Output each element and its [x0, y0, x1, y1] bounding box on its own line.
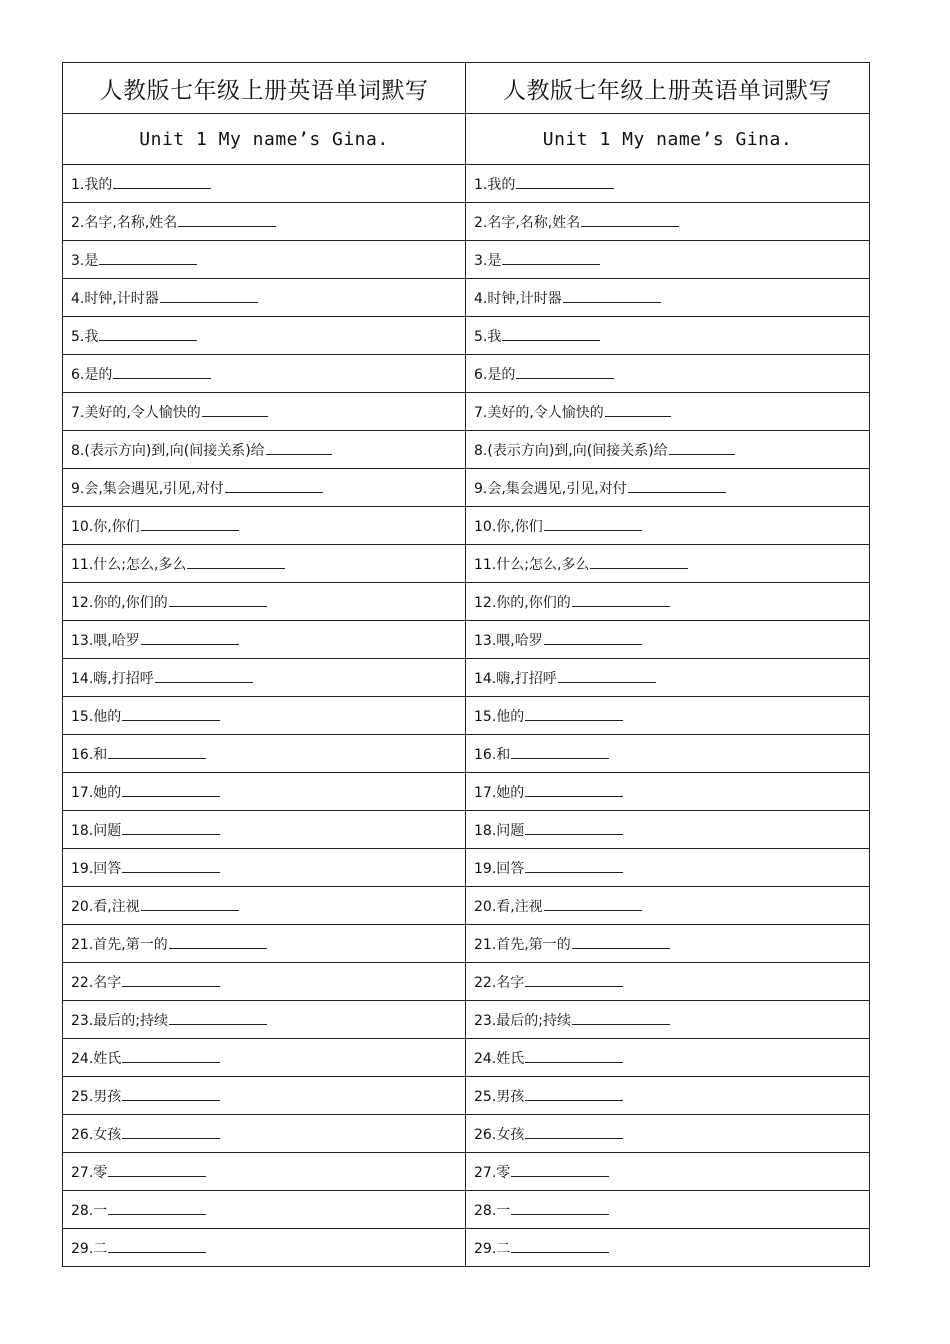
answer-blank-line[interactable]	[169, 936, 267, 949]
answer-blank-line[interactable]	[590, 556, 688, 569]
vocab-cell-right	[466, 241, 870, 279]
vocab-cell-left	[63, 165, 466, 203]
vocab-cell-right	[466, 811, 870, 849]
vocab-prompt: 28.一	[71, 1202, 108, 1219]
vocab-cell-left	[63, 1191, 466, 1229]
vocab-cell-left	[63, 1153, 466, 1191]
answer-blank-line[interactable]	[108, 1240, 206, 1253]
answer-blank-line[interactable]	[113, 366, 211, 379]
vocab-cell-left	[63, 203, 466, 241]
answer-blank-line[interactable]	[155, 670, 253, 683]
answer-blank-line[interactable]	[122, 974, 220, 987]
vocab-prompt: 10.你,你们	[71, 518, 140, 535]
answer-blank-line[interactable]	[113, 176, 211, 189]
vocab-cell-left	[63, 811, 466, 849]
vocab-cell-left	[63, 469, 466, 507]
vocab-cell-right	[466, 317, 870, 355]
answer-blank-line[interactable]	[122, 1126, 220, 1139]
vocab-cell-right	[466, 659, 870, 697]
vocab-prompt: 21.首先,第一的	[474, 936, 571, 953]
vocab-cell-left	[63, 507, 466, 545]
table-row	[63, 621, 870, 659]
vocab-prompt: 22.名字	[71, 974, 122, 991]
vocab-prompt: 4.时钟,计时器	[71, 290, 159, 307]
vocab-cell-left	[63, 1039, 466, 1077]
table-row	[63, 393, 870, 431]
vocab-cell-right	[466, 545, 870, 583]
vocab-prompt: 2.名字,名称,姓名	[71, 214, 178, 231]
table-row	[63, 203, 870, 241]
answer-blank-line[interactable]	[525, 1126, 623, 1139]
answer-blank-line[interactable]	[122, 1088, 220, 1101]
vocab-prompt: 20.看,注视	[474, 898, 543, 915]
vocab-cell-left	[63, 317, 466, 355]
vocab-prompt: 19.回答	[71, 860, 122, 877]
vocab-prompt: 17.她的	[474, 784, 525, 801]
worksheet-title-left: 人教版七年级上册英语单词默写	[63, 63, 466, 114]
table-row	[63, 1039, 870, 1077]
table-row	[63, 887, 870, 925]
answer-blank-line[interactable]	[108, 1164, 206, 1177]
answer-blank-line[interactable]	[669, 442, 735, 455]
table-row	[63, 1153, 870, 1191]
answer-blank-line[interactable]	[525, 860, 623, 873]
answer-blank-line[interactable]	[202, 404, 268, 417]
answer-blank-line[interactable]	[122, 708, 220, 721]
vocab-prompt: 16.和	[474, 746, 511, 763]
vocab-cell-right	[466, 963, 870, 1001]
answer-blank-line[interactable]	[563, 290, 661, 303]
table-row	[63, 545, 870, 583]
vocab-prompt: 27.零	[71, 1164, 108, 1181]
vocab-cell-left	[63, 735, 466, 773]
answer-blank-line[interactable]	[516, 366, 614, 379]
vocab-prompt: 17.她的	[71, 784, 122, 801]
title-row	[63, 63, 870, 114]
answer-blank-line[interactable]	[141, 898, 239, 911]
table-row	[63, 735, 870, 773]
table-row	[63, 697, 870, 735]
table-row	[63, 925, 870, 963]
vocab-prompt: 9.会,集会遇见,引见,对付	[71, 480, 224, 497]
answer-blank-line[interactable]	[572, 1012, 670, 1025]
vocab-prompt: 22.名字	[474, 974, 525, 991]
answer-blank-line[interactable]	[525, 1088, 623, 1101]
answer-blank-line[interactable]	[178, 214, 276, 227]
table-row	[63, 279, 870, 317]
vocab-prompt: 13.喂,哈罗	[71, 632, 140, 649]
vocab-cell-left	[63, 545, 466, 583]
vocab-prompt: 23.最后的;持续	[71, 1012, 168, 1029]
vocab-cell-right	[466, 621, 870, 659]
answer-blank-line[interactable]	[544, 518, 642, 531]
vocab-prompt: 9.会,集会遇见,引见,对付	[474, 480, 627, 497]
vocab-cell-right	[466, 1001, 870, 1039]
vocab-prompt: 5.我	[71, 328, 99, 345]
vocab-cell-right	[466, 735, 870, 773]
vocab-prompt: 10.你,你们	[474, 518, 543, 535]
vocab-cell-right	[466, 507, 870, 545]
vocab-prompt: 11.什么;怎么,多么	[71, 556, 187, 573]
vocab-cell-left	[63, 431, 466, 469]
vocab-cell-left	[63, 279, 466, 317]
vocab-prompt: 21.首先,第一的	[71, 936, 168, 953]
unit-row	[63, 114, 870, 165]
vocab-cell-left	[63, 1001, 466, 1039]
vocab-prompt: 25.男孩	[71, 1088, 122, 1105]
vocab-prompt: 27.零	[474, 1164, 511, 1181]
vocab-cell-right	[466, 1077, 870, 1115]
vocab-prompt: 7.美好的,令人愉快的	[71, 404, 201, 421]
answer-blank-line[interactable]	[511, 1164, 609, 1177]
vocab-cell-left	[63, 241, 466, 279]
vocab-prompt: 3.是	[71, 252, 99, 269]
answer-blank-line[interactable]	[544, 632, 642, 645]
vocab-prompt: 18.问题	[474, 822, 525, 839]
table-row	[63, 811, 870, 849]
vocab-prompt: 12.你的,你们的	[71, 594, 168, 611]
vocab-cell-right	[466, 355, 870, 393]
answer-blank-line[interactable]	[169, 594, 267, 607]
answer-blank-line[interactable]	[502, 252, 600, 265]
vocab-prompt: 24.姓氏	[71, 1050, 122, 1067]
vocab-cell-left	[63, 621, 466, 659]
vocab-cell-left	[63, 355, 466, 393]
answer-blank-line[interactable]	[187, 556, 285, 569]
vocab-prompt: 25.男孩	[474, 1088, 525, 1105]
vocab-prompt: 26.女孩	[71, 1126, 122, 1143]
vocab-cell-left	[63, 583, 466, 621]
table-row	[63, 165, 870, 203]
dictation-worksheet-table	[62, 62, 870, 1267]
vocab-cell-right	[466, 279, 870, 317]
vocab-cell-left	[63, 773, 466, 811]
vocab-cell-left	[63, 1229, 466, 1267]
answer-blank-line[interactable]	[99, 252, 197, 265]
table-row	[63, 583, 870, 621]
vocab-prompt: 1.我的	[474, 176, 516, 193]
vocab-prompt: 2.名字,名称,姓名	[474, 214, 581, 231]
vocab-cell-right	[466, 887, 870, 925]
vocab-cell-right	[466, 1153, 870, 1191]
answer-blank-line[interactable]	[572, 936, 670, 949]
vocab-prompt: 19.回答	[474, 860, 525, 877]
answer-blank-line[interactable]	[511, 746, 609, 759]
vocab-prompt: 8.(表示方向)到,向(间接关系)给	[474, 442, 668, 459]
vocab-prompt: 7.美好的,令人愉快的	[474, 404, 604, 421]
table-row	[63, 469, 870, 507]
vocab-prompt: 18.问题	[71, 822, 122, 839]
vocab-cell-right	[466, 1039, 870, 1077]
vocab-cell-left	[63, 1077, 466, 1115]
table-row	[63, 241, 870, 279]
answer-blank-line[interactable]	[605, 404, 671, 417]
answer-blank-line[interactable]	[525, 822, 623, 835]
vocab-cell-left	[63, 1115, 466, 1153]
unit-heading-right: Unit 1 My name’s Gina.	[466, 114, 870, 165]
answer-blank-line[interactable]	[516, 176, 614, 189]
vocab-cell-left	[63, 697, 466, 735]
unit-heading-left: Unit 1 My name’s Gina.	[63, 114, 466, 165]
vocab-cell-right	[466, 469, 870, 507]
answer-blank-line[interactable]	[525, 1050, 623, 1063]
table-row	[63, 317, 870, 355]
answer-blank-line[interactable]	[141, 632, 239, 645]
vocab-prompt: 26.女孩	[474, 1126, 525, 1143]
table-row	[63, 659, 870, 697]
vocab-cell-right	[466, 773, 870, 811]
answer-blank-line[interactable]	[581, 214, 679, 227]
worksheet-title-right: 人教版七年级上册英语单词默写	[466, 63, 870, 114]
table-row	[63, 1115, 870, 1153]
answer-blank-line[interactable]	[225, 480, 323, 493]
vocab-prompt: 11.什么;怎么,多么	[474, 556, 590, 573]
vocab-cell-right	[466, 431, 870, 469]
table-row	[63, 507, 870, 545]
vocab-cell-left	[63, 887, 466, 925]
vocab-cell-right	[466, 697, 870, 735]
vocab-prompt: 15.他的	[474, 708, 525, 725]
vocab-prompt: 28.一	[474, 1202, 511, 1219]
answer-blank-line[interactable]	[108, 746, 206, 759]
vocab-prompt: 12.你的,你们的	[474, 594, 571, 611]
vocab-cell-right	[466, 1115, 870, 1153]
table-row	[63, 963, 870, 1001]
vocab-cell-right	[466, 393, 870, 431]
answer-blank-line[interactable]	[544, 898, 642, 911]
answer-blank-line[interactable]	[122, 822, 220, 835]
answer-blank-line[interactable]	[169, 1012, 267, 1025]
vocab-cell-right	[466, 1229, 870, 1267]
table-row	[63, 431, 870, 469]
vocab-prompt: 5.我	[474, 328, 502, 345]
vocab-cell-right	[466, 165, 870, 203]
vocab-prompt: 4.时钟,计时器	[474, 290, 562, 307]
answer-blank-line[interactable]	[141, 518, 239, 531]
answer-blank-line[interactable]	[511, 1202, 609, 1215]
answer-blank-line[interactable]	[122, 860, 220, 873]
vocab-prompt: 13.喂,哈罗	[474, 632, 543, 649]
vocab-prompt: 24.姓氏	[474, 1050, 525, 1067]
vocab-prompt: 20.看,注视	[71, 898, 140, 915]
answer-blank-line[interactable]	[572, 594, 670, 607]
table-row	[63, 849, 870, 887]
answer-blank-line[interactable]	[108, 1202, 206, 1215]
vocab-cell-left	[63, 659, 466, 697]
vocab-cell-right	[466, 1191, 870, 1229]
vocab-cell-right	[466, 925, 870, 963]
vocab-cell-left	[63, 393, 466, 431]
vocab-cell-right	[466, 583, 870, 621]
vocab-prompt: 3.是	[474, 252, 502, 269]
table-row	[63, 773, 870, 811]
table-row	[63, 1001, 870, 1039]
answer-blank-line[interactable]	[266, 442, 332, 455]
table-row	[63, 355, 870, 393]
vocab-prompt: 15.他的	[71, 708, 122, 725]
table-row	[63, 1191, 870, 1229]
vocab-prompt: 14.嗨,打招呼	[71, 670, 154, 687]
vocab-prompt: 8.(表示方向)到,向(间接关系)给	[71, 442, 265, 459]
vocab-prompt: 6.是的	[474, 366, 516, 383]
vocab-prompt: 23.最后的;持续	[474, 1012, 571, 1029]
answer-blank-line[interactable]	[525, 784, 623, 797]
vocab-prompt: 16.和	[71, 746, 108, 763]
answer-blank-line[interactable]	[558, 670, 656, 683]
answer-blank-line[interactable]	[502, 328, 600, 341]
vocab-prompt: 6.是的	[71, 366, 113, 383]
vocab-cell-right	[466, 849, 870, 887]
vocab-cell-left	[63, 849, 466, 887]
answer-blank-line[interactable]	[525, 708, 623, 721]
vocab-prompt: 14.嗨,打招呼	[474, 670, 557, 687]
worksheet-body	[63, 63, 870, 1267]
answer-blank-line[interactable]	[99, 328, 197, 341]
answer-blank-line[interactable]	[525, 974, 623, 987]
vocab-cell-left	[63, 925, 466, 963]
table-row	[63, 1077, 870, 1115]
answer-blank-line[interactable]	[628, 480, 726, 493]
answer-blank-line[interactable]	[511, 1240, 609, 1253]
vocab-prompt: 1.我的	[71, 176, 113, 193]
answer-blank-line[interactable]	[160, 290, 258, 303]
answer-blank-line[interactable]	[122, 784, 220, 797]
table-row	[63, 1229, 870, 1267]
answer-blank-line[interactable]	[122, 1050, 220, 1063]
vocab-prompt: 29.二	[474, 1240, 511, 1257]
vocab-prompt: 29.二	[71, 1240, 108, 1257]
vocab-cell-right	[466, 203, 870, 241]
vocab-cell-left	[63, 963, 466, 1001]
